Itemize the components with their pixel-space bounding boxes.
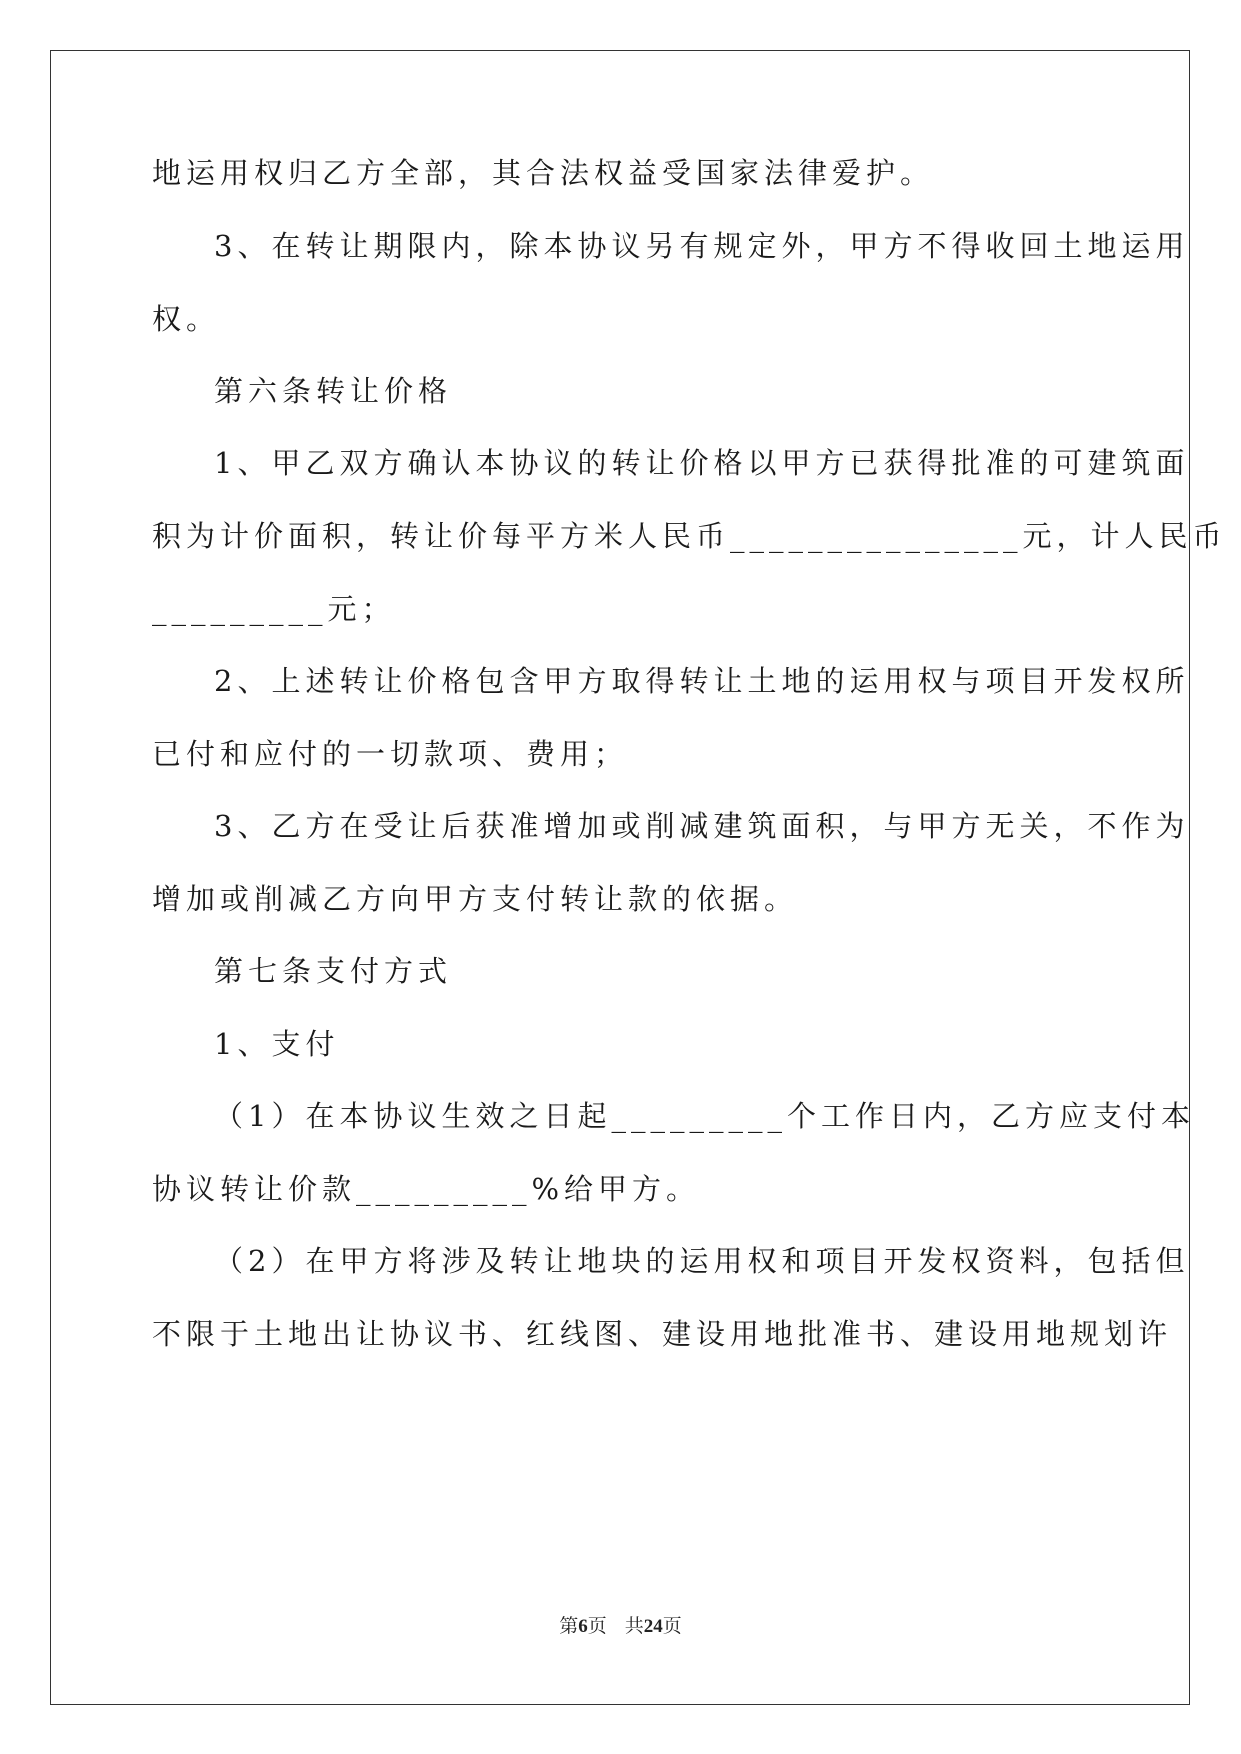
text-line: 地运用权归乙方全部，其合法权益受国家法律爱护。 bbox=[152, 156, 935, 190]
text-line: 3、在转让期限内，除本协议另有规定外，甲方不得收回土地运用 bbox=[214, 229, 1190, 263]
page-mid: 页 bbox=[587, 1616, 607, 1637]
section-heading: 第六条转让价格 bbox=[214, 374, 453, 408]
page-number: 6 bbox=[578, 1616, 588, 1637]
text-line: 不限于土地出让协议书、红线图、建设用地批准书、建设用地规划许 bbox=[152, 1317, 1173, 1351]
text-line: （2）在甲方将涉及转让地块的运用权和项目开发权资料，包括但 bbox=[214, 1244, 1190, 1278]
total-suffix: 页 bbox=[662, 1616, 682, 1637]
total-pages: 24 bbox=[643, 1616, 663, 1637]
total-prefix: 共 bbox=[624, 1616, 644, 1637]
text-line: 积为计价面积，转让价每平方米人民币_______________元，计人民币 bbox=[152, 519, 1227, 553]
page-footer bbox=[0, 1615, 1241, 1639]
text-line: 已付和应付的一切款项、费用； bbox=[152, 737, 629, 771]
text-line: 3、乙方在受让后获准增加或削减建筑面积，与甲方无关，不作为 bbox=[214, 809, 1190, 843]
text-line: 2、上述转让价格包含甲方取得转让土地的运用权与项目开发权所 bbox=[214, 664, 1190, 698]
page-prefix: 第 bbox=[559, 1616, 579, 1637]
text-line: 1、支付 bbox=[214, 1027, 340, 1061]
text-line: 协议转让价款_________%给甲方。 bbox=[152, 1172, 701, 1206]
section-heading: 第七条支付方式 bbox=[214, 954, 453, 988]
text-line: _________元； bbox=[152, 592, 396, 626]
text-line: 增加或削减乙方向甲方支付转让款的依据。 bbox=[152, 882, 799, 916]
text-line: 1、甲乙双方确认本协议的转让价格以甲方已获得批准的可建筑面 bbox=[214, 446, 1190, 480]
page-border bbox=[50, 50, 1190, 1705]
text-line: 权。 bbox=[152, 302, 221, 336]
text-line: （1）在本协议生效之日起_________个工作日内，乙方应支付本 bbox=[214, 1099, 1195, 1133]
